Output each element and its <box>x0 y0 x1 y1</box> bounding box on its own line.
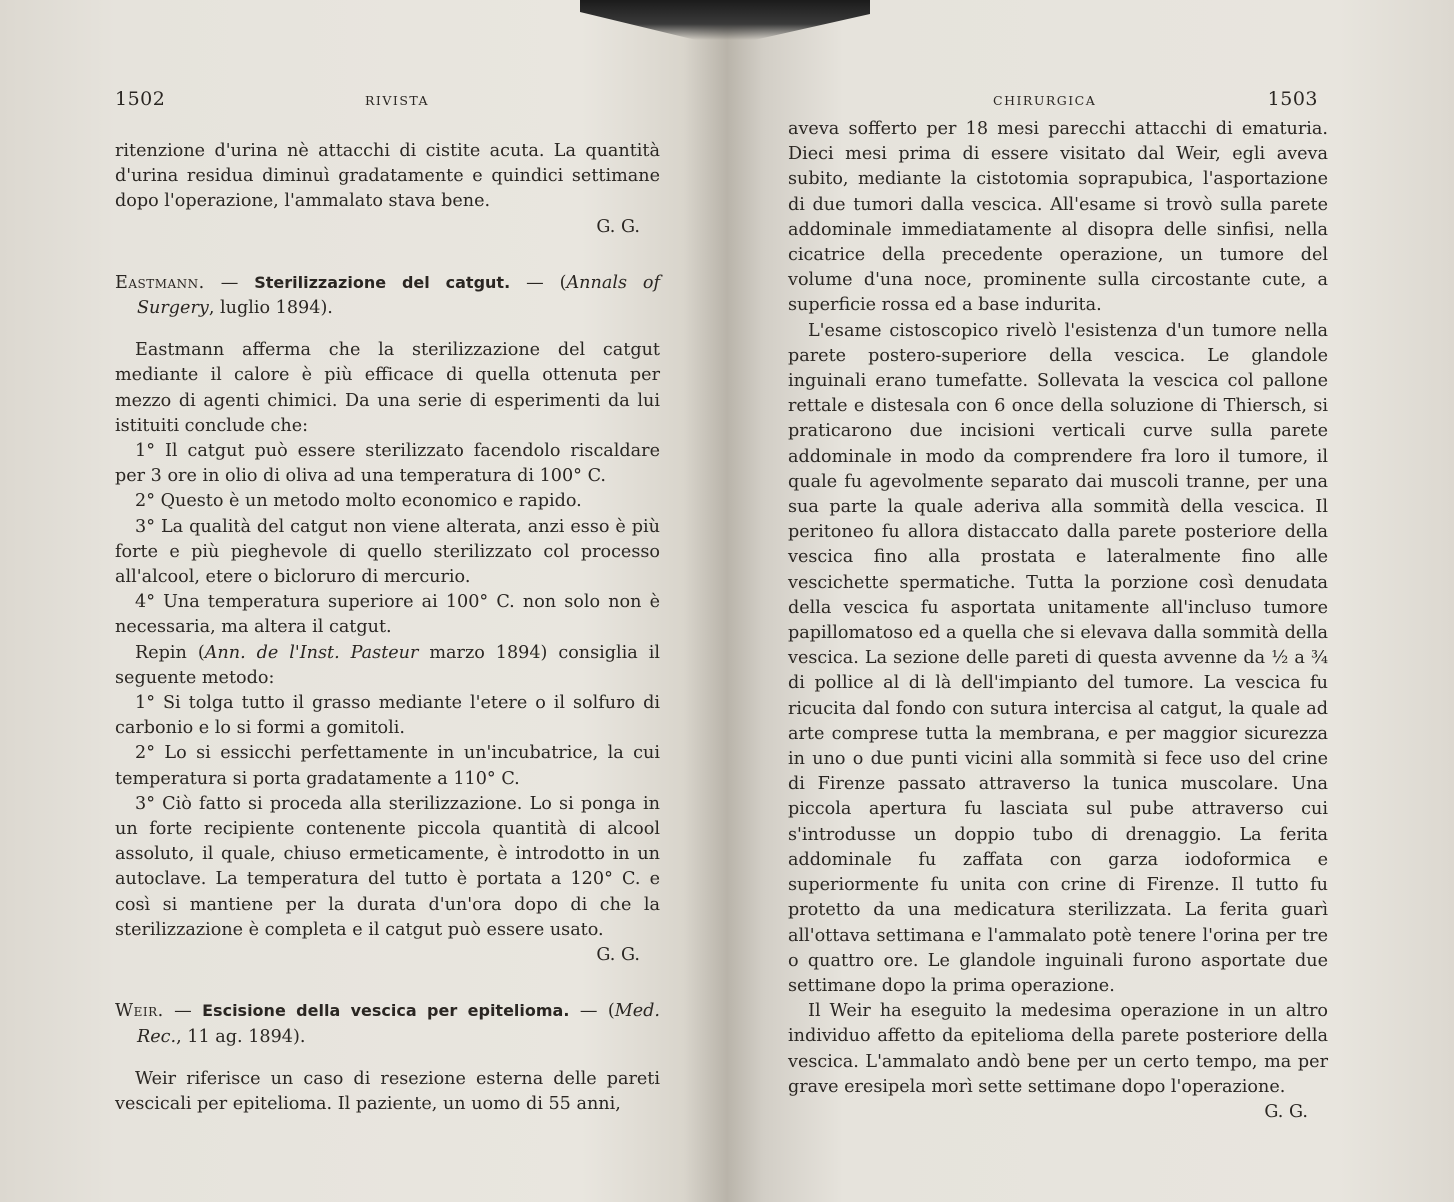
signature: G. G. <box>596 945 640 966</box>
right-page-body <box>788 117 1328 1125</box>
paragraph: 3° Ciò fatto si proceda alla sterilizzazione. Lo si ponga in un forte recipiente contenente piccola quantità di alcool assoluto, il quale, chiuso ermeticamente, è introdotto in un autoclave. La temperatura del tutto è portata a 120° C. e così si mantiene per la durata d'un'ora dopo di che la sterilizzazione è completa e il catgut può essere usato. <box>115 793 660 940</box>
paragraph: aveva sofferto per 18 mesi parecchi attacchi di ematuria. Dieci mesi prima di essere visitato dal Weir, egli aveva subito, mediante la cistotomia soprapubica, l'asportazione di due tumori dalla vescica. All'esame si trovò sulla parete addominale immediatamente al disopra delle sinfisi, nella cicatrice della precedente operazione, un tumore del volume d'una noce, prominente sulla circostante cute, a superficie rossa ed a base indurita. <box>788 119 1328 316</box>
review-title: Sterilizzazione del catgut. <box>254 272 511 292</box>
spacer <box>115 1050 660 1067</box>
paragraph: 1° Il catgut può essere sterilizzato facendolo riscaldare per 3 ore in olio di oliva ad una temperatura di 100° C. <box>115 441 660 487</box>
page-number: 1502 <box>115 88 166 110</box>
review-author: Weir. <box>115 1001 164 1022</box>
text-run: marzo 1894) consiglia il seguente metodo: <box>115 642 660 688</box>
spacer <box>115 321 660 338</box>
paragraph: ritenzione d'urina nè attacchi di cistite acuta. La quantità d'urina residua diminuì gradatamente e quindici settimane dopo l'operazione, l'ammalato stava bene. <box>115 141 660 212</box>
paragraph: L'esame cistoscopico rivelò l'esistenza d'un tumore nella parete postero-superiore della vescica. Le glandole inguinali erano tumefatte. Sollevata la vescica col pallone rettale e distesala con 6 once della soluzione di Thiersch, si praticarono due incisioni verticali curve sulla parete addominale in modo da comprendere fra loro il tumore, il quale fu agevolmente separato dai muscoli tranne, per una sua parte la quale aderiva alla sommità della vescica. Il peritoneo fu allora distaccato dalla parete posteriore della vescica fino alla prostata e lateralmente fino alle vescichette spermatiche. Tutta la porzione così denudata della vescica fu asportata unitamente all'incluso tumore papillomatoso ed a quella che si elevava dalla sommità della vescica. La sezione delle pareti di questa avvenne da ½ a ¾ di pollice al di là dell'impianto del tumore. La vescica fu ricucita dal fondo con sutura intercisa al catgut, la quale ad arte comprese tutta la membrana, e per maggior sicurezza in uno o due punti vicini alla sommità si fece uso del crine di Firenze passato attraverso la tunica muscolare. Una piccola apertura fu lasciata sul pube attraverso cui s'introdusse un doppio tubo di drenaggio. La ferita addominale fu zaffata con garza iodoformica e superiormente fu unita con crine di Firenze. Il tutto fu protetto da una medicatura sterilizzata. La ferita guarì all'ottava settimana e l'ammalato potè tenere l'orina per tre o quattro ore. Le glandole inguinali furono asportate due settimane dopo la prima operazione. <box>788 320 1328 996</box>
separator: — <box>163 1001 203 1022</box>
signature: G. G. <box>596 216 640 237</box>
text-run: Repin ( <box>135 642 205 663</box>
review-heading <box>115 270 660 321</box>
source-journal: Med. Rec. <box>137 1001 660 1047</box>
paragraph: 2° Lo si essicchi perfettamente in un'incubatrice, la cui temperatura si porta gradatamente a 110° C. <box>115 743 660 789</box>
source-date: , 11 ag. 1894). <box>176 1026 306 1047</box>
paragraph: 3° La qualità del catgut non viene alterata, anzi esso è più forte e più pieghevole di quello sterilizzato col processo all'alcool, etere o bicloruro di mercurio. <box>115 516 660 588</box>
spacer <box>115 968 660 998</box>
page-number: 1503 <box>1267 88 1318 110</box>
right-running-head <box>788 88 1328 116</box>
paragraph: Eastmann afferma che la sterilizzazione del catgut mediante il calore è più efficace di quella ottenuta per mezzo di agenti chimici. Da una serie di esperimenti da lui istituiti conclude che: <box>115 340 660 436</box>
paragraph: 4° Una temperatura superiore ai 100° C. non solo non è necessaria, ma altera il catgut. <box>115 592 660 638</box>
paragraph: Il Weir ha eseguito la medesima operazione in un altro individuo affetto da epitelioma della parete posteriore della vescica. L'ammalato andò bene per un certo tempo, ma per grave eresipela morì sette settimane dopo l'operazione. <box>788 1001 1328 1097</box>
paragraph: 1° Si tolga tutto il grasso mediante l'etere o il solfuro di carbonio e lo si formi a gomitoli. <box>115 693 660 739</box>
right-page <box>788 0 1328 1202</box>
source-prefix: — ( <box>510 272 567 293</box>
journal-title: Ann. de l'Inst. Pasteur <box>204 642 419 663</box>
left-running-head <box>115 88 660 116</box>
left-page-body <box>115 139 660 1117</box>
running-title: CHIRURGICA <box>993 93 1097 108</box>
review-title: Escisione della vescica per epitelioma. <box>202 1001 570 1021</box>
separator: — <box>204 272 255 293</box>
paragraph: 2° Questo è un metodo molto economico e rapido. <box>135 491 582 512</box>
left-page <box>115 0 660 1202</box>
running-title: RIVISTA <box>365 93 430 108</box>
signature: G. G. <box>1264 1101 1308 1122</box>
review-author: Eastmann. <box>115 272 205 293</box>
paragraph <box>115 641 660 691</box>
source-date: , luglio 1894). <box>208 298 333 319</box>
review-heading <box>115 998 660 1049</box>
source-prefix: — ( <box>569 1001 615 1022</box>
spacer <box>115 240 660 270</box>
source-journal: Annals of Surgery <box>137 272 661 319</box>
paragraph: Weir riferisce un caso di resezione esterna delle pareti vescicali per epitelioma. Il paziente, un uomo di 55 anni, <box>115 1068 660 1114</box>
